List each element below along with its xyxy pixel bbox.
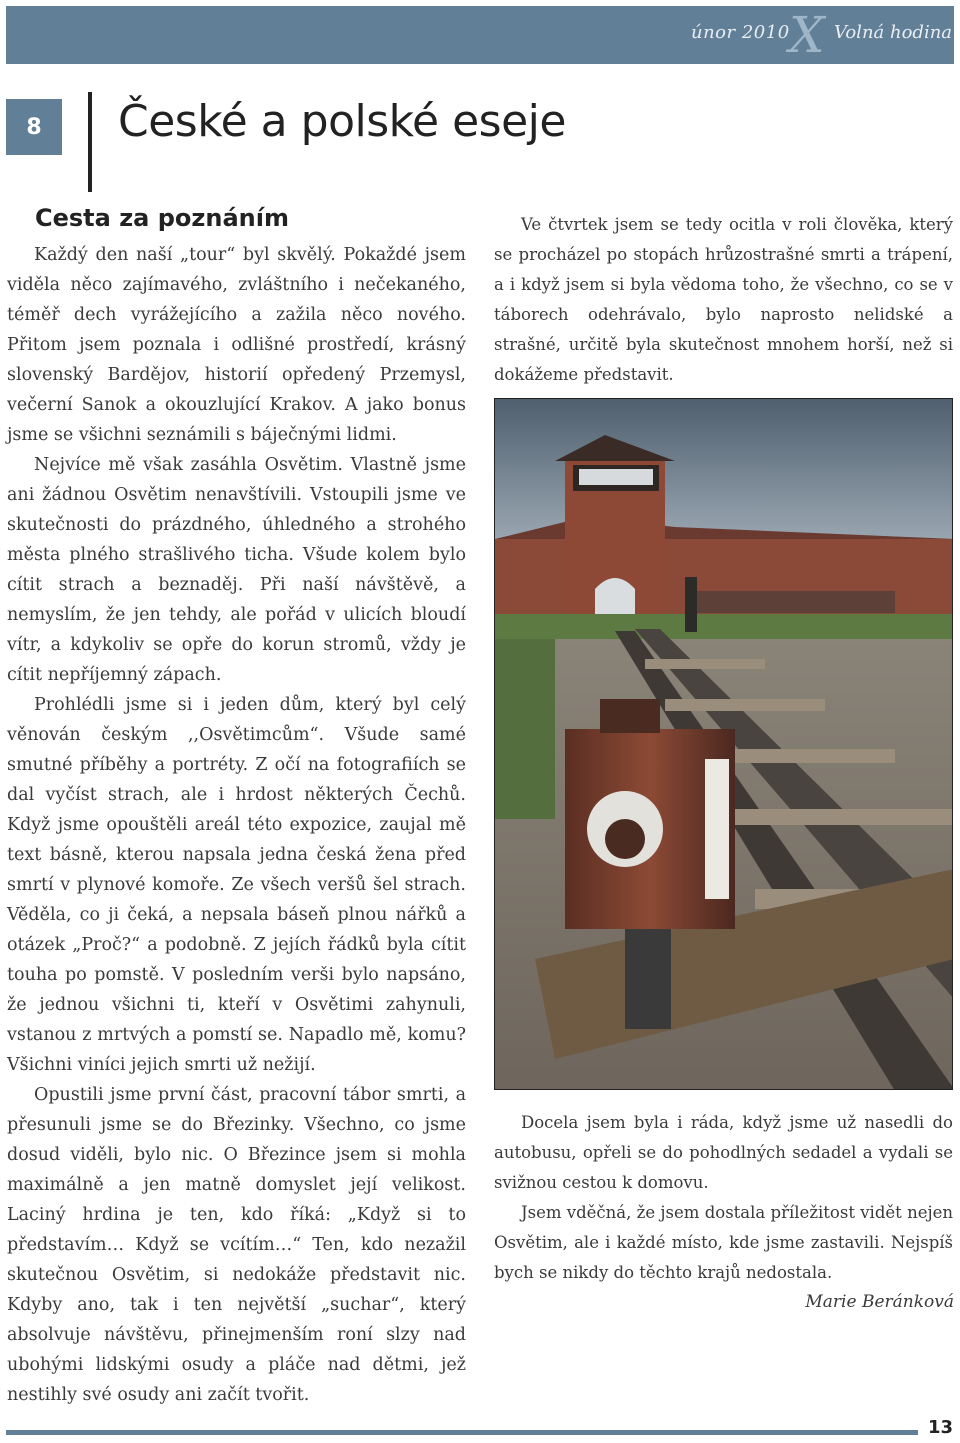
left-column	[7, 204, 466, 1410]
title-divider	[88, 92, 92, 192]
header-bar	[6, 6, 954, 64]
paragraph: Docela jsem byla i ráda, když jsme už nasedli do autobusu, opřeli se do pohodlných sedadel a vydali se svižnou cestou k domovu.	[494, 1113, 953, 1192]
magazine-logo-x: X	[789, 6, 825, 64]
right-column-top	[494, 210, 953, 390]
right-column-bottom	[494, 1108, 953, 1288]
auschwitz-birkenau-photo	[494, 398, 953, 1090]
paragraph: Ve čtvrtek jsem se tedy ocitla v roli člověka, který se procházel po stopách hrůzostrašné smrti a trápení, a i když jsem si byla vědoma toho, že všechno, co se v táborech odehrávalo, bylo naprosto nelidské a strašné, určitě byla skutečnost mnohem horší, než si dokážeme představit.	[494, 215, 953, 384]
paragraph: Opustili jsme první část, pracovní tábor smrti, a přesunuli jsme se do Březinky. Všechno, co jsme dosud viděli, bylo nic. O Březince jsem si mohla maximálně a jen matně domyslet její velikost. Laciný hrdina je ten, kdo říká: „Když si to představím… Když se vcítím…“ Ten, kdo nezažil skutečnou Osvětim, si nedokáže představit nic. Kdyby ano, tak i ten největší „suchar“, který absolvuje návštěvu, přinejmenším roní slzy nad ubohými lidskými osudy a pláče nad dětmi, jež nestihly své osudy ani začít tvořit.	[7, 1085, 466, 1405]
paragraph: Každý den naší „tour“ byl skvělý. Pokaždé jsem viděla něco zajímavého, zvláštního i nečekaného, téměř dech vyrážejícího a zažila něco nového. Přitom jsem poznala i odlišné prostředí, krásný slovenský Bardějov, historií opředený Przemysl, večerní Sanok a okouzlující Krakov. A jako bonus jsme se všichni seznámili s báječnými lidmi.	[7, 245, 466, 445]
paragraph: Jsem vděčná, že jsem dostala příležitost vidět nejen Osvětim, ale i každé místo, kde jsme zastavili. Nejspíš bych se nikdy do těchto krajů nedostala.	[494, 1203, 953, 1282]
author-name: Marie Beránková	[805, 1292, 954, 1312]
section-title: České a polské eseje	[118, 96, 566, 147]
issue-date: únor 2010	[691, 22, 790, 43]
paragraph: Nejvíce mě však zasáhla Osvětim. Vlastně jsme ani žádnou Osvětim nenavštívili. Vstoupili jsme ve skutečnosti do prázdného, úhledného a strohého města plného strašlivého ticha. Všude kolem bylo cítit strach a beznaděj. Při naší návštěvě, a nemyslím, že jen tehdy, ale pořád v ulicích bloudí vítr, a kdykoliv se opře do korun stromů, vždy je cítit nepříjemný zápach.	[7, 455, 466, 685]
page-number: 13	[928, 1417, 954, 1438]
article-heading: Cesta za poznáním	[35, 204, 289, 232]
magazine-name: Volná hodina	[834, 22, 953, 43]
section-number: 8	[6, 99, 62, 155]
footer-rule	[6, 1430, 918, 1435]
paragraph: Prohlédli jsme si i jeden dům, který byl celý věnován českým ,,Osvětimcům“. Všude samé smutné příběhy a portréty. Z očí na fotografiích se dal vyčíst strach, ale i hrdost některých Čechů. Když jsme opouštěli areál této expozice, zaujal mě text básně, kterou napsala jedna česká žena před smrtí v plynové komoře. Ze všech veršů šel strach. Věděla, co ji čeká, a nepsala báseň plnou nářků a otázek „Proč?“ a podobně. Z jejích řádků byla cítit touha po pomstě. V posledním verši bylo napsáno, že jednou všichni ti, kteří v Osvětimi zahynuli, vstanou z mrtvých a pomstí se. Napadlo mě, komu? Všichni viníci jejich smrti už nežijí.	[7, 695, 466, 1075]
